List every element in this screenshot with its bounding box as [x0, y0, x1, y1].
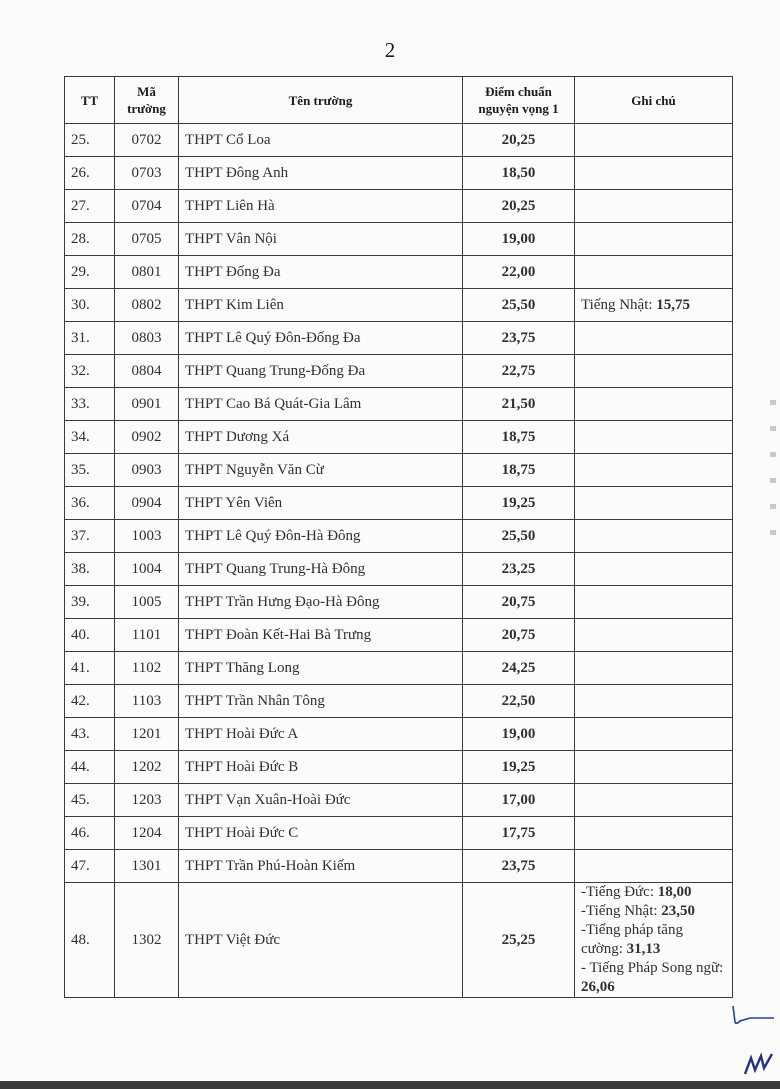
table-row — [65, 388, 733, 421]
table-row — [65, 124, 733, 157]
note-line — [581, 921, 726, 959]
school-code: 1103 — [115, 685, 179, 718]
school-code: 1004 — [115, 553, 179, 586]
table-row — [65, 619, 733, 652]
school-code: 0801 — [115, 256, 179, 289]
note-value: 31,13 — [626, 941, 661, 957]
cutoff-score: 18,50 — [463, 157, 575, 190]
note-cell — [575, 487, 733, 520]
school-name: THPT Hoài Đức C — [179, 817, 463, 850]
note-cell — [575, 388, 733, 421]
school-code: 1003 — [115, 520, 179, 553]
cutoff-score: 24,25 — [463, 652, 575, 685]
school-name: THPT Vạn Xuân-Hoài Đức — [179, 784, 463, 817]
row-index: 32. — [65, 355, 115, 388]
note-cell — [575, 157, 733, 190]
school-name: THPT Đoàn Kết-Hai Bà Trưng — [179, 619, 463, 652]
school-name: THPT Lê Quý Đôn-Hà Đông — [179, 520, 463, 553]
cutoff-score: 20,25 — [463, 190, 575, 223]
cutoff-score: 19,00 — [463, 718, 575, 751]
table-row — [65, 850, 733, 883]
table-row — [65, 289, 733, 322]
row-index: 42. — [65, 685, 115, 718]
signature-mark — [730, 1000, 776, 1028]
note-label: -Tiếng Nhật: — [581, 903, 658, 919]
table-row — [65, 685, 733, 718]
school-code: 1301 — [115, 850, 179, 883]
header-cutoff-score-line2: nguyện vọng 1 — [478, 101, 559, 116]
school-code: 0703 — [115, 157, 179, 190]
header-cutoff-score-line1: Điểm chuẩn — [485, 84, 552, 99]
note-label: Tiếng Nhật: — [581, 296, 653, 313]
table-row — [65, 817, 733, 850]
table-row — [65, 586, 733, 619]
note-cell — [575, 520, 733, 553]
school-code: 0704 — [115, 190, 179, 223]
note-cell — [575, 619, 733, 652]
row-index: 36. — [65, 487, 115, 520]
note-label: - Tiếng Pháp Song ngữ: — [581, 960, 724, 976]
margin-scan-marks — [770, 400, 776, 540]
cutoff-score: 25,50 — [463, 289, 575, 322]
row-index: 26. — [65, 157, 115, 190]
cutoff-score: 22,50 — [463, 685, 575, 718]
school-code: 1203 — [115, 784, 179, 817]
school-name: THPT Trần Phú-Hoàn Kiếm — [179, 850, 463, 883]
header-school-name: Tên trường — [179, 77, 463, 124]
school-code: 0705 — [115, 223, 179, 256]
cutoff-score: 18,75 — [463, 421, 575, 454]
school-name: THPT Kim Liên — [179, 289, 463, 322]
school-code: 1302 — [115, 883, 179, 998]
header-tt: TT — [65, 77, 115, 124]
note-cell — [575, 421, 733, 454]
note-value: 15,75 — [656, 296, 691, 313]
table-row — [65, 553, 733, 586]
scan-bottom-edge — [0, 1081, 780, 1089]
school-code: 0903 — [115, 454, 179, 487]
note-cell — [575, 289, 733, 322]
note-cell — [575, 553, 733, 586]
table-row — [65, 520, 733, 553]
note-line — [581, 959, 726, 997]
row-index: 34. — [65, 421, 115, 454]
table-row — [65, 322, 733, 355]
cutoff-score: 17,75 — [463, 817, 575, 850]
row-index: 25. — [65, 124, 115, 157]
cutoff-score: 23,75 — [463, 850, 575, 883]
school-name: THPT Cổ Loa — [179, 124, 463, 157]
table-row — [65, 355, 733, 388]
school-name: THPT Quang Trung-Hà Đông — [179, 553, 463, 586]
school-code: 0702 — [115, 124, 179, 157]
school-code: 1101 — [115, 619, 179, 652]
school-code: 0904 — [115, 487, 179, 520]
school-code: 0803 — [115, 322, 179, 355]
row-index: 31. — [65, 322, 115, 355]
note-cell — [575, 256, 733, 289]
row-index: 45. — [65, 784, 115, 817]
row-index: 40. — [65, 619, 115, 652]
cutoff-score: 22,00 — [463, 256, 575, 289]
table-row — [65, 256, 733, 289]
note-cell — [575, 883, 733, 998]
note-cell — [575, 850, 733, 883]
school-code: 1102 — [115, 652, 179, 685]
header-cutoff-score — [463, 77, 575, 124]
note-cell — [575, 784, 733, 817]
note-line — [581, 296, 726, 315]
initial-mark — [742, 1052, 776, 1078]
row-index: 39. — [65, 586, 115, 619]
school-name: THPT Hoài Đức A — [179, 718, 463, 751]
row-index: 38. — [65, 553, 115, 586]
header-school-code — [115, 77, 179, 124]
row-index: 33. — [65, 388, 115, 421]
table-row — [65, 784, 733, 817]
note-cell — [575, 817, 733, 850]
row-index: 44. — [65, 751, 115, 784]
school-name: THPT Nguyễn Văn Cừ — [179, 454, 463, 487]
table-row — [65, 718, 733, 751]
cutoff-score: 17,00 — [463, 784, 575, 817]
note-label: -Tiếng Đức: — [581, 884, 654, 900]
row-index: 46. — [65, 817, 115, 850]
table-row — [65, 487, 733, 520]
row-index: 27. — [65, 190, 115, 223]
row-index: 28. — [65, 223, 115, 256]
school-code: 1201 — [115, 718, 179, 751]
cutoff-score: 22,75 — [463, 355, 575, 388]
cutoff-score: 19,25 — [463, 751, 575, 784]
school-code: 0802 — [115, 289, 179, 322]
table-row — [65, 190, 733, 223]
school-name: THPT Vân Nội — [179, 223, 463, 256]
row-index: 48. — [65, 883, 115, 998]
school-code: 0901 — [115, 388, 179, 421]
note-cell — [575, 223, 733, 256]
note-value: 26,06 — [581, 979, 615, 995]
row-index: 30. — [65, 289, 115, 322]
cutoff-score: 23,75 — [463, 322, 575, 355]
cutoff-score: 19,00 — [463, 223, 575, 256]
note-cell — [575, 322, 733, 355]
row-index: 47. — [65, 850, 115, 883]
cutoff-score: 25,50 — [463, 520, 575, 553]
table-row — [65, 652, 733, 685]
cutoff-score: 18,75 — [463, 454, 575, 487]
school-name: THPT Lê Quý Đôn-Đống Đa — [179, 322, 463, 355]
school-name: THPT Đống Đa — [179, 256, 463, 289]
cutoff-score: 20,75 — [463, 619, 575, 652]
table-row — [65, 751, 733, 784]
note-cell — [575, 751, 733, 784]
school-name: THPT Dương Xá — [179, 421, 463, 454]
school-code: 1204 — [115, 817, 179, 850]
note-cell — [575, 652, 733, 685]
row-index: 43. — [65, 718, 115, 751]
school-name: THPT Thăng Long — [179, 652, 463, 685]
cutoff-score: 19,25 — [463, 487, 575, 520]
row-index: 29. — [65, 256, 115, 289]
note-cell — [575, 685, 733, 718]
cutoff-score: 25,25 — [463, 883, 575, 998]
school-name: THPT Quang Trung-Đống Đa — [179, 355, 463, 388]
note-cell — [575, 454, 733, 487]
table-row — [65, 157, 733, 190]
table-row — [65, 454, 733, 487]
note-cell — [575, 190, 733, 223]
cutoff-score: 20,25 — [463, 124, 575, 157]
school-name: THPT Việt Đức — [179, 883, 463, 998]
school-name: THPT Hoài Đức B — [179, 751, 463, 784]
note-cell — [575, 718, 733, 751]
note-cell — [575, 355, 733, 388]
note-line — [581, 902, 726, 921]
school-code: 0902 — [115, 421, 179, 454]
page-number: 2 — [384, 38, 396, 62]
note-cell — [575, 586, 733, 619]
school-code: 1202 — [115, 751, 179, 784]
school-name: THPT Trần Nhân Tông — [179, 685, 463, 718]
table-row — [65, 883, 733, 998]
header-school-code-line1: Mã — [137, 84, 156, 99]
note-value: 18,00 — [657, 884, 692, 900]
header-note: Ghi chú — [575, 77, 733, 124]
admission-score-table — [64, 76, 733, 998]
school-code: 1005 — [115, 586, 179, 619]
note-cell — [575, 124, 733, 157]
row-index: 37. — [65, 520, 115, 553]
school-code: 0804 — [115, 355, 179, 388]
table-header-row — [65, 77, 733, 124]
header-school-code-line2: trường — [127, 101, 166, 116]
school-name: THPT Cao Bá Quát-Gia Lâm — [179, 388, 463, 421]
cutoff-score: 21,50 — [463, 388, 575, 421]
school-name: THPT Đông Anh — [179, 157, 463, 190]
note-value: 23,50 — [661, 903, 696, 919]
table-body — [65, 124, 733, 998]
table-row — [65, 223, 733, 256]
row-index: 41. — [65, 652, 115, 685]
school-name: THPT Trần Hưng Đạo-Hà Đông — [179, 586, 463, 619]
row-index: 35. — [65, 454, 115, 487]
school-name: THPT Liên Hà — [179, 190, 463, 223]
cutoff-score: 20,75 — [463, 586, 575, 619]
school-name: THPT Yên Viên — [179, 487, 463, 520]
note-line — [581, 883, 726, 902]
cutoff-score: 23,25 — [463, 553, 575, 586]
table-row — [65, 421, 733, 454]
note-label: -Tiếng pháp tăng cường: — [581, 922, 683, 957]
